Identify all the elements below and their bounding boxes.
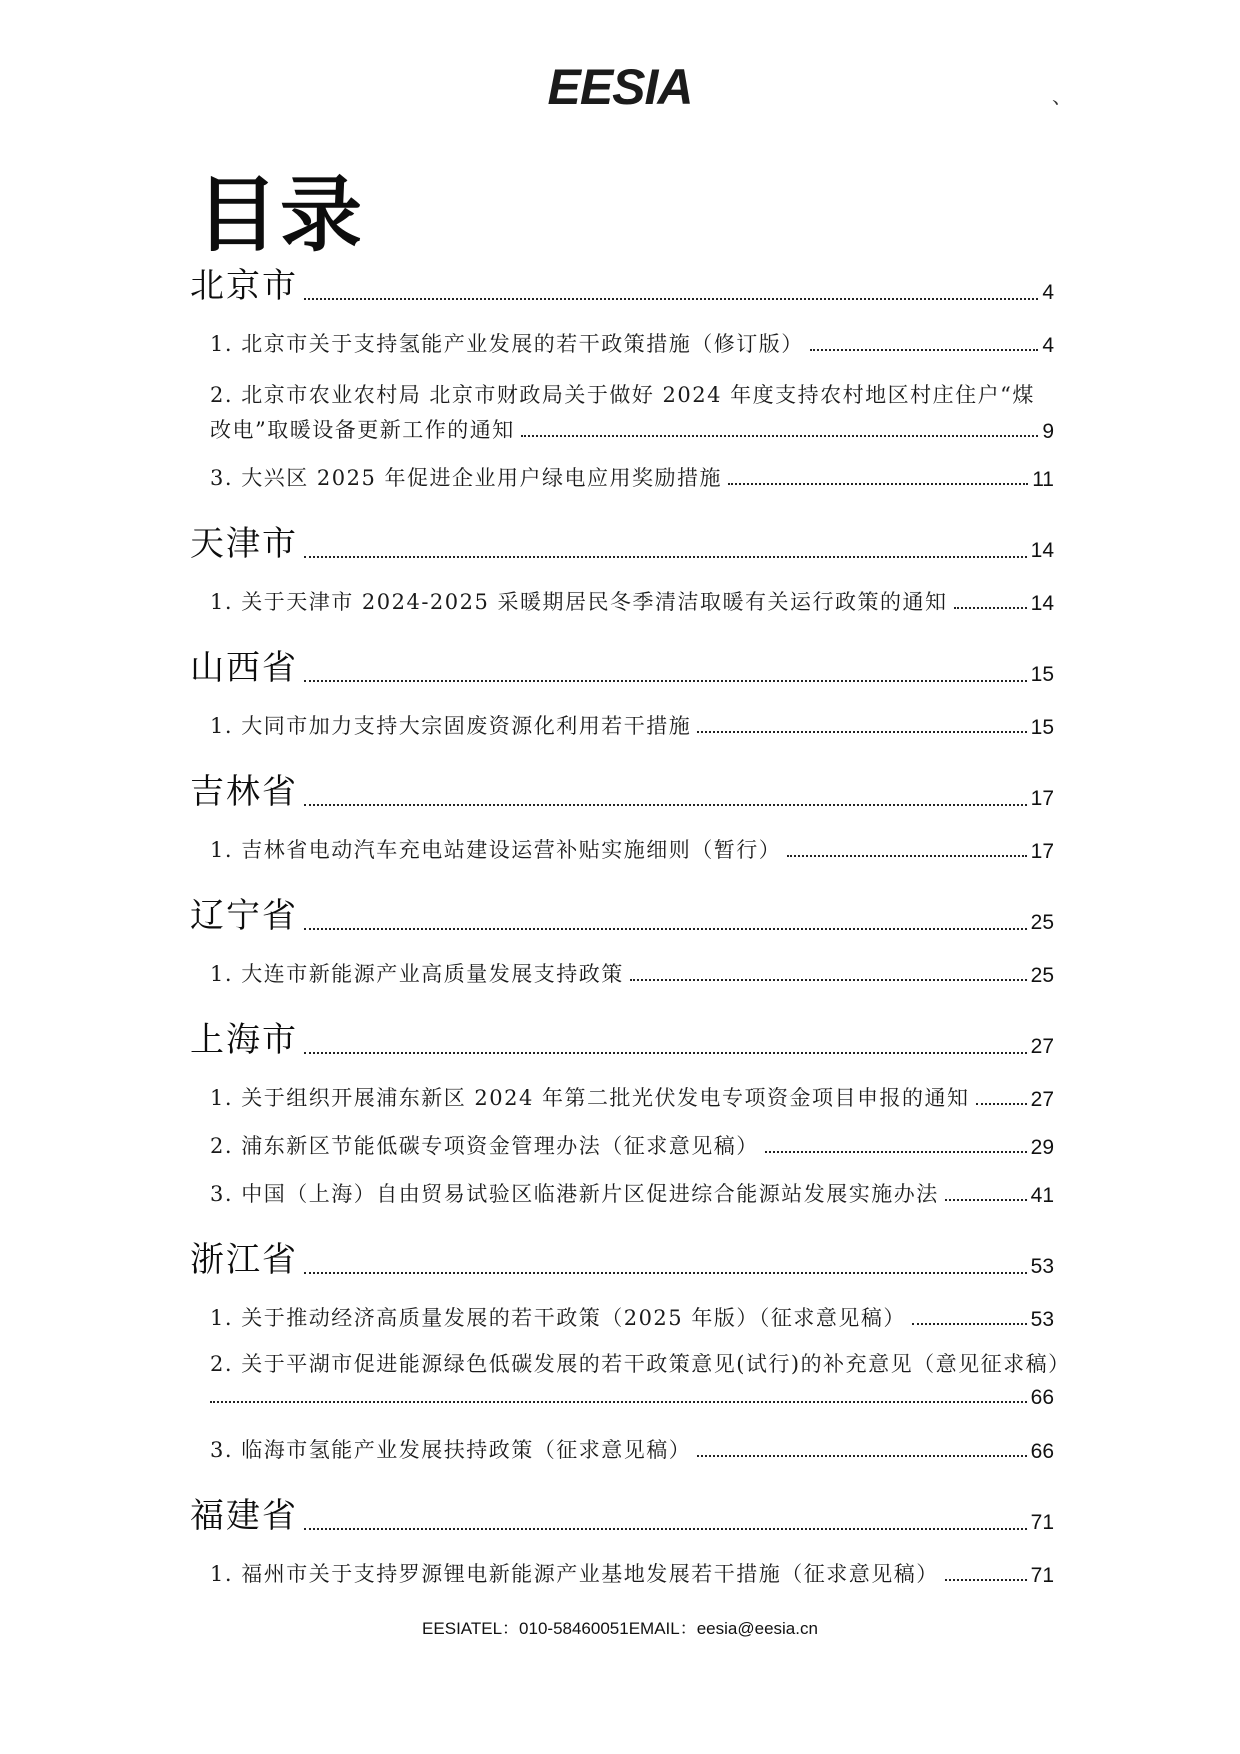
toc-page-number: 66: [1030, 1440, 1054, 1463]
toc-item[interactable]: [210, 462, 1054, 492]
toc-item[interactable]: [210, 586, 1054, 616]
toc-item[interactable]: [210, 1178, 1054, 1208]
toc-section-label: 天津市: [190, 524, 298, 564]
toc-item[interactable]: [210, 710, 1054, 740]
eesia-logo: EESIA: [547, 59, 693, 115]
toc-item-label: 3. 临海市氢能产业发展扶持政策（征求意见稿）: [210, 1438, 692, 1462]
toc-item[interactable]: [210, 1302, 1054, 1332]
toc-item[interactable]: [210, 1434, 1054, 1464]
toc-item-label: 1. 吉林省电动汽车充电站建设运营补贴实施细则（暂行）: [210, 838, 782, 862]
page-footer: EESIATEL：010-58460051EMAIL：eesia@eesia.cn: [422, 1619, 818, 1638]
toc-page-number: 9: [1042, 420, 1054, 443]
toc-item-label: 1. 北京市关于支持氢能产业发展的若干政策措施（修订版）: [210, 332, 804, 356]
toc-item-label: 1. 大同市加力支持大宗固废资源化利用若干措施: [210, 714, 692, 738]
toc-item-label: 1. 关于组织开展浦东新区 2024 年第二批光伏发电专项资金项目申报的通知: [210, 1086, 970, 1110]
page-title: 目录: [196, 167, 365, 263]
toc-section-jilin[interactable]: [190, 764, 1054, 813]
toc-item[interactable]: [210, 1558, 1054, 1588]
toc-section-label: 浙江省: [190, 1240, 298, 1280]
toc-section-beijing[interactable]: [190, 258, 1054, 307]
toc-section-label: 福建省: [190, 1496, 298, 1536]
toc-page-number: 71: [1030, 1511, 1054, 1534]
toc-section-label: 北京市: [190, 266, 298, 306]
toc-item-label-line1[interactable]: 2. 北京市农业农村局 北京市财政局关于做好 2024 年度支持农村地区村庄住户“煤: [210, 383, 1035, 407]
toc-section-label: 辽宁省: [190, 896, 298, 936]
toc-page-number: 17: [1030, 840, 1054, 863]
corner-mark: 、: [1052, 84, 1072, 108]
toc-page-number: 29: [1030, 1136, 1054, 1159]
toc-item[interactable]: [210, 834, 1054, 864]
toc-item[interactable]: [210, 1082, 1054, 1112]
toc-section-label: 山西省: [190, 648, 298, 688]
toc-item-label-line2: 改电”取暖设备更新工作的通知: [210, 418, 515, 442]
toc-page-number: 4: [1042, 281, 1054, 304]
toc-page-number: 71: [1030, 1564, 1054, 1587]
toc-section-shanghai[interactable]: [190, 1012, 1054, 1061]
toc-page-number: 27: [1030, 1035, 1054, 1058]
toc-item-label: 2. 浦东新区节能低碳专项资金管理办法（征求意见稿）: [210, 1134, 759, 1158]
toc-page-number: 27: [1030, 1088, 1054, 1111]
toc-page-number: 17: [1030, 787, 1054, 810]
toc-page-number: 53: [1030, 1255, 1054, 1278]
toc-page-number: 14: [1030, 592, 1054, 615]
toc-page-number: 14: [1030, 539, 1054, 562]
toc-page-number: 66: [1030, 1386, 1054, 1409]
toc-page-number: 11: [1032, 468, 1054, 491]
toc-section-zhejiang[interactable]: [190, 1232, 1054, 1281]
toc-item-label: 1. 关于推动经济高质量发展的若干政策（2025 年版）（征求意见稿）: [210, 1306, 906, 1330]
toc-item-label: 1. 福州市关于支持罗源锂电新能源产业基地发展若干措施（征求意见稿）: [210, 1562, 939, 1586]
toc-item-label: 1. 大连市新能源产业高质量发展支持政策: [210, 962, 624, 986]
toc-item-label: 1. 关于天津市 2024-2025 采暖期居民冬季清洁取暖有关运行政策的通知: [210, 590, 948, 614]
toc-page-number: 15: [1030, 716, 1054, 739]
toc-page-number: 41: [1030, 1184, 1054, 1207]
toc-page-number: 4: [1042, 334, 1054, 357]
toc-page-number: 25: [1030, 911, 1054, 934]
toc-item-label: 3. 中国（上海）自由贸易试验区临港新片区促进综合能源站发展实施办法: [210, 1182, 939, 1206]
toc-item[interactable]: [210, 1130, 1054, 1160]
toc-item[interactable]: [210, 958, 1054, 988]
toc-item[interactable]: [210, 1386, 1054, 1410]
toc-section-fujian[interactable]: [190, 1488, 1054, 1537]
toc-section-label: 上海市: [190, 1020, 298, 1060]
toc-section-shanxi[interactable]: [190, 640, 1054, 689]
toc-item-label-line1[interactable]: 2. 关于平湖市促进能源绿色低碳发展的若干政策意见(试行)的补充意见（意见征求稿）: [210, 1352, 1071, 1376]
toc-section-liaoning[interactable]: [190, 888, 1054, 937]
toc-item[interactable]: [210, 414, 1054, 444]
toc-page-number: 53: [1030, 1308, 1054, 1331]
toc-section-tianjin[interactable]: [190, 516, 1054, 565]
toc-page-number: 15: [1030, 663, 1054, 686]
toc-section-label: 吉林省: [190, 772, 298, 812]
toc-item-label: 3. 大兴区 2025 年促进企业用户绿电应用奖励措施: [210, 466, 723, 490]
toc-item[interactable]: [210, 328, 1054, 358]
toc-page-number: 25: [1030, 964, 1054, 987]
